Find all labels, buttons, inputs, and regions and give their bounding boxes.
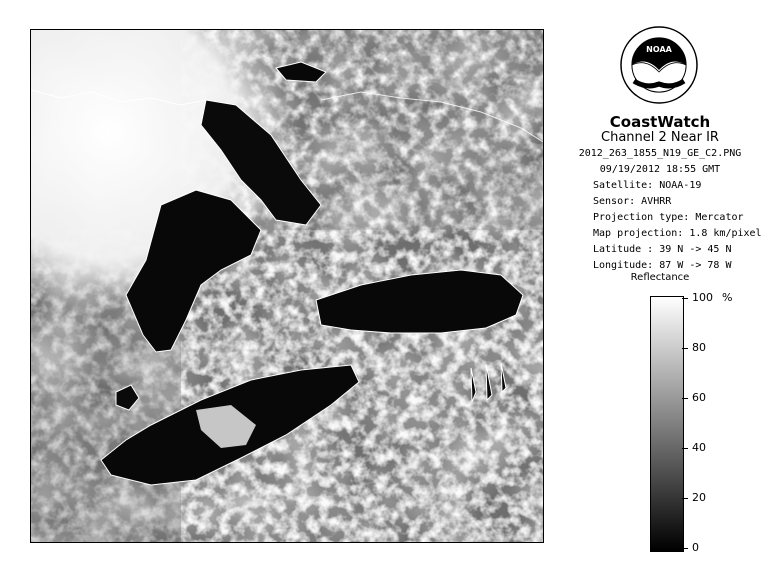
datetime-label: 09/19/2012 18:55 GMT: [599, 164, 721, 175]
channel-subtitle: Channel 2 Near IR: [601, 130, 719, 145]
scale-tick: [682, 298, 688, 299]
satellite-image: [31, 30, 543, 542]
scale-tick: [682, 498, 688, 499]
scale-label: Reflectance: [630, 272, 690, 283]
satellite-map: [30, 29, 544, 543]
longitude-label: Longitude: 87 W -> 78 W: [593, 260, 732, 271]
filename-label: 2012_263_1855_N19_GE_C2.PNG: [578, 148, 742, 159]
scale-tick: [682, 398, 688, 399]
projection-type-label: Projection type: Mercator: [593, 212, 744, 223]
scale-tick-label: 80: [692, 341, 706, 354]
scale-tick-label: 60: [692, 391, 706, 404]
reflectance-scale-bar: [650, 296, 684, 552]
scale-tick: [682, 448, 688, 449]
map-projection-label: Map projection: 1.8 km/pixel: [593, 228, 762, 239]
scale-unit: %: [722, 291, 733, 304]
scale-tick-label: 100: [692, 291, 713, 304]
satellite-label: Satellite: NOAA-19: [593, 180, 702, 191]
scale-tick-label: 40: [692, 441, 706, 454]
latitude-label: Latitude : 39 N -> 45 N: [593, 244, 732, 255]
scale-tick-label: 0: [692, 541, 699, 554]
scale-tick: [682, 548, 688, 549]
scale-tick-label: 20: [692, 491, 706, 504]
svg-text:NOAA: NOAA: [646, 45, 672, 54]
app-title: CoastWatch: [609, 113, 711, 131]
sensor-label: Sensor: AVHRR: [593, 196, 672, 207]
noaa-logo: [620, 26, 698, 104]
scale-tick: [682, 348, 688, 349]
